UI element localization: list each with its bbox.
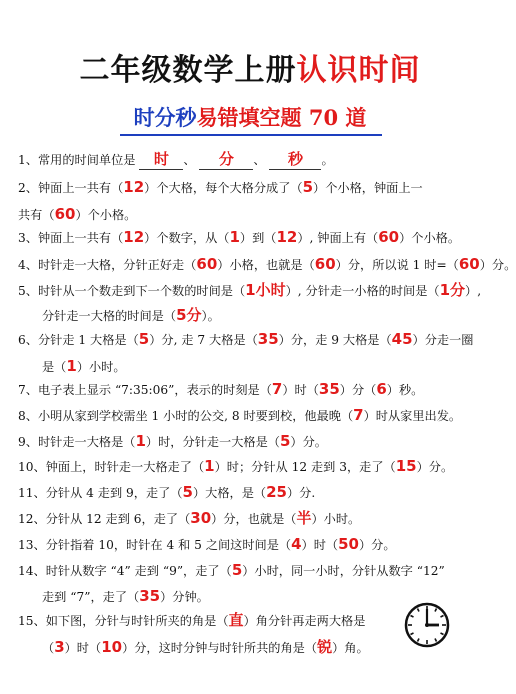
answer: 35 <box>257 330 279 348</box>
question-8: 8、小明从家到学校需坐 1 小时的公交, 8 时要到校，他最晚（7）时从家里出发。 <box>18 406 462 424</box>
question-2: 2、钟面上一共有（12）个大格，每个大格分成了（5）个小格，钟面上一 共有（60）个小格。 <box>18 178 423 223</box>
question-15: 15、如下图，分针与时针所夹的角是（直）角分针再走两大格是 （3）时（10）分，这时分钟与时针所共的角是（锐）角。 <box>18 611 369 656</box>
answer: 30 <box>190 509 212 527</box>
title-part2: 认识时间 <box>296 53 421 88</box>
answer: 时 <box>153 150 169 168</box>
answer: 3 <box>54 638 65 656</box>
answer: 1分 <box>439 281 466 299</box>
answer: 60 <box>314 255 336 273</box>
page-title <box>0 52 500 90</box>
answer: 7 <box>353 406 364 424</box>
answer: 1小时 <box>245 281 286 299</box>
answer: 1 <box>229 228 240 246</box>
answer: 1 <box>66 357 77 375</box>
question-14: 14、时针从数字 “4” 走到 “9”，走了（5）小时，同一小时，分针从数字 “12” 走到 “7”，走了（35）分钟。 <box>18 561 445 605</box>
answer: 60 <box>196 255 218 273</box>
question-6: 6、分针走 1 大格是（5）分, 走 7 大格是（35）分，走 9 大格是（45）分走一圈 是（1）小时。 <box>18 330 474 375</box>
answer: 35 <box>139 587 161 605</box>
question-10: 10、钟面上，时针走一大格走了（1）时；分针从 12 走到 3，走了（15）分。 <box>18 457 454 475</box>
answer: 25 <box>266 483 287 501</box>
answer: 5 <box>302 178 314 196</box>
page-subtitle <box>0 104 500 132</box>
answer: 12 <box>123 228 145 246</box>
subtitle-underline <box>120 134 382 136</box>
question-13: 13、分针指着 10，时针在 4 和 5 之间这时间是（4）时（50）分。 <box>18 535 396 553</box>
answer: 分 <box>218 150 234 168</box>
answer: 12 <box>123 178 145 196</box>
answer: 60 <box>378 228 400 246</box>
question-11: 11、分针从 4 走到 9，走了（5）大格，是（25）分. <box>18 483 316 501</box>
answer: 10 <box>101 638 123 656</box>
question-1: 1、常用的时间单位是 时 、 分 、 秒 。 <box>18 150 334 168</box>
answer: 秒 <box>287 150 303 168</box>
answer: 直 <box>228 611 244 629</box>
answer: 1 <box>204 457 215 475</box>
question-4: 4、时针走一大格，分针正好走（60）小格，也就是（60）分，所以说 1 时=（60）分。 <box>18 255 516 273</box>
question-3: 3、钟面上一共有（12）个数字，从（1）到（12）, 钟面上有（60）个小格。 <box>18 228 461 246</box>
subtitle-part2: 易错填空题 70 道 <box>196 105 367 130</box>
answer: 45 <box>391 330 413 348</box>
subtitle-part1: 时分秒 <box>133 105 197 130</box>
answer: 5 <box>138 330 150 348</box>
answer: 4 <box>291 535 302 553</box>
question-5: 5、时针从一个数走到下一个数的时间是（1小时）, 分针走一小格的时间是（1分）, 分针走一大格的时间是（5分）。 <box>18 281 482 324</box>
answer: 15 <box>395 457 417 475</box>
clock-icon <box>404 602 450 648</box>
answer: 5 <box>231 561 243 579</box>
answer: 60 <box>54 205 76 223</box>
answer: 5 <box>182 483 193 501</box>
answer: 50 <box>338 535 359 553</box>
answer: 锐 <box>317 638 333 656</box>
answer: 半 <box>296 509 312 527</box>
answer: 1 <box>135 432 146 450</box>
question-12: 12、分针从 12 走到 6，走了（30）分，也就是（半）小时。 <box>18 509 361 527</box>
answer: 12 <box>276 228 298 246</box>
answer: 7 <box>271 380 283 398</box>
answer: 60 <box>458 255 480 273</box>
answer: 5分 <box>176 306 202 324</box>
title-part1: 二年级数学上册 <box>79 53 297 88</box>
answer: 35 <box>318 380 340 398</box>
answer: 6 <box>376 380 387 398</box>
question-7: 7、电子表上显示 “7:35:06”，表示的时刻是（7）时（35）分（6）秒。 <box>18 380 424 398</box>
answer: 5 <box>279 432 291 450</box>
question-9: 9、时针走一大格是（1）时，分针走一大格是（5）分。 <box>18 432 327 450</box>
